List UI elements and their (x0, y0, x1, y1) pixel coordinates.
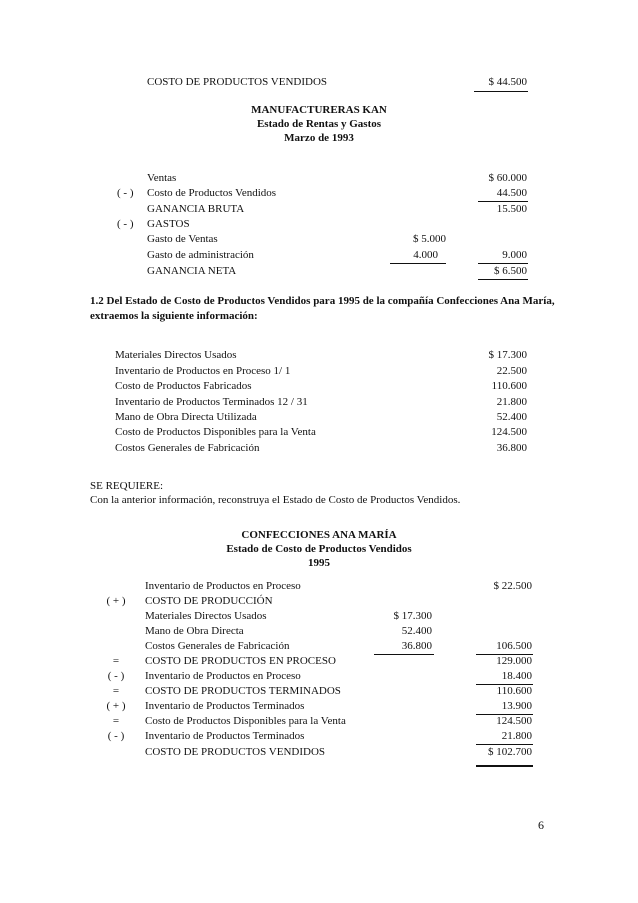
row-label: Gasto de Ventas (147, 233, 218, 245)
section2-period: 1995 (308, 557, 330, 569)
row-label: Costo de Productos Disponibles para la Venta (145, 715, 346, 727)
list-item-value: 22.500 (496, 365, 527, 377)
row-label: Mano de Obra Directa (145, 625, 244, 637)
row-total: 106.500 (496, 640, 532, 652)
row-label: GANANCIA NETA (147, 265, 237, 277)
list-item-value: 36.800 (496, 442, 527, 454)
row-label: COSTO DE PRODUCTOS VENDIDOS (145, 746, 326, 758)
row-total: 9.000 (502, 249, 527, 261)
row-label: Inventario de Productos Terminados (145, 700, 305, 712)
row-total: $ 6.500 (494, 265, 527, 277)
row-sign: ( - ) (117, 187, 134, 199)
row-total: 13.900 (501, 700, 532, 712)
row-total: 18.400 (501, 670, 532, 682)
underline (478, 201, 528, 202)
underline (476, 744, 533, 745)
double-underline (478, 279, 528, 280)
section1-company: MANUFACTURERAS KAN (251, 104, 387, 116)
section2-company: CONFECCIONES ANA MARÍA (241, 529, 397, 541)
row-total: 15.500 (496, 203, 527, 215)
row-sign: ( + ) (106, 595, 126, 607)
row-total: 110.600 (496, 685, 532, 697)
row-total: 124.500 (496, 715, 532, 727)
list-item-label: Inventario de Productos Terminados 12 / 31 (115, 396, 308, 408)
requiere-text: Con la anterior información, reconstruya el Estado de Costo de Productos Vendidos. (90, 494, 461, 506)
row-label: COSTO DE PRODUCTOS EN PROCESO (145, 655, 336, 667)
row-label: Inventario de Productos en Proceso (145, 580, 301, 592)
requiere-title: SE REQUIERE: (90, 480, 164, 492)
list-item-value: 52.400 (496, 411, 527, 423)
list-item-label: Costo de Productos Disponibles para la Venta (115, 426, 316, 438)
list-item-label: Inventario de Productos en Proceso 1/ 1 (115, 365, 291, 377)
underline (374, 654, 434, 655)
row-total: $ 60.000 (488, 172, 527, 184)
row-subtotal: 36.800 (401, 640, 432, 652)
row-sign: ( + ) (106, 700, 126, 712)
row-sign: = (112, 685, 120, 697)
row-total: 21.800 (501, 730, 532, 742)
row-label: Costos Generales de Fabricación (145, 640, 290, 652)
row-sign: ( - ) (107, 670, 125, 682)
row-label: Inventario de Productos Terminados (145, 730, 305, 742)
list-item-value: 110.600 (491, 380, 527, 392)
row-sign: = (112, 655, 120, 667)
row-sign: ( - ) (117, 218, 134, 230)
row-subtotal: $ 17.300 (393, 610, 432, 622)
row-label: Ventas (147, 172, 177, 184)
row-sign: = (112, 715, 120, 727)
double-underline (476, 765, 533, 767)
list-item-value: 124.500 (491, 426, 527, 438)
row-label: Materiales Directos Usados (145, 610, 267, 622)
section2-statement: Estado de Costo de Productos Vendidos (226, 543, 412, 555)
row-label: GANANCIA BRUTA (147, 203, 245, 215)
list-item-label: Mano de Obra Directa Utilizada (115, 411, 257, 423)
list-item-label: Costo de Productos Fabricados (115, 380, 252, 392)
section1-period: Marzo de 1993 (284, 132, 354, 144)
list-item-value: 21.800 (496, 396, 527, 408)
row-subtotal: $ 5.000 (413, 233, 446, 245)
exercise-intro-line2: extraemos la siguiente información: (90, 310, 258, 322)
row-label: COSTO DE PRODUCCIÓN (145, 595, 273, 607)
top-underline (474, 91, 528, 92)
top-costo-label: COSTO DE PRODUCTOS VENDIDOS (147, 76, 328, 88)
row-total: $ 22.500 (493, 580, 532, 592)
row-label: Costo de Productos Vendidos (147, 187, 277, 199)
row-subtotal: 4.000 (413, 249, 438, 261)
row-label: Inventario de Productos en Proceso (145, 670, 301, 682)
list-item-label: Costos Generales de Fabricación (115, 442, 260, 454)
row-label: GASTOS (147, 218, 190, 230)
row-total: 129.000 (496, 655, 532, 667)
row-label: Gasto de administración (147, 249, 254, 261)
list-item-value: $ 17.300 (488, 349, 527, 361)
top-costo-value: $ 44.500 (488, 76, 527, 88)
row-total: 44.500 (496, 187, 527, 199)
section1-statement: Estado de Rentas y Gastos (256, 118, 382, 130)
row-sign: ( - ) (107, 730, 125, 742)
exercise-intro-line1: 1.2 Del Estado de Costo de Productos Vendidos para 1995 de la compañía Confecciones Ana María, (90, 295, 555, 307)
page-number: 6 (538, 818, 544, 832)
list-item-label: Materiales Directos Usados (115, 349, 237, 361)
underline (390, 263, 446, 264)
row-total: $ 102.700 (488, 746, 532, 758)
underline (478, 263, 528, 264)
row-label: COSTO DE PRODUCTOS TERMINADOS (145, 685, 341, 697)
row-subtotal: 52.400 (401, 625, 432, 637)
